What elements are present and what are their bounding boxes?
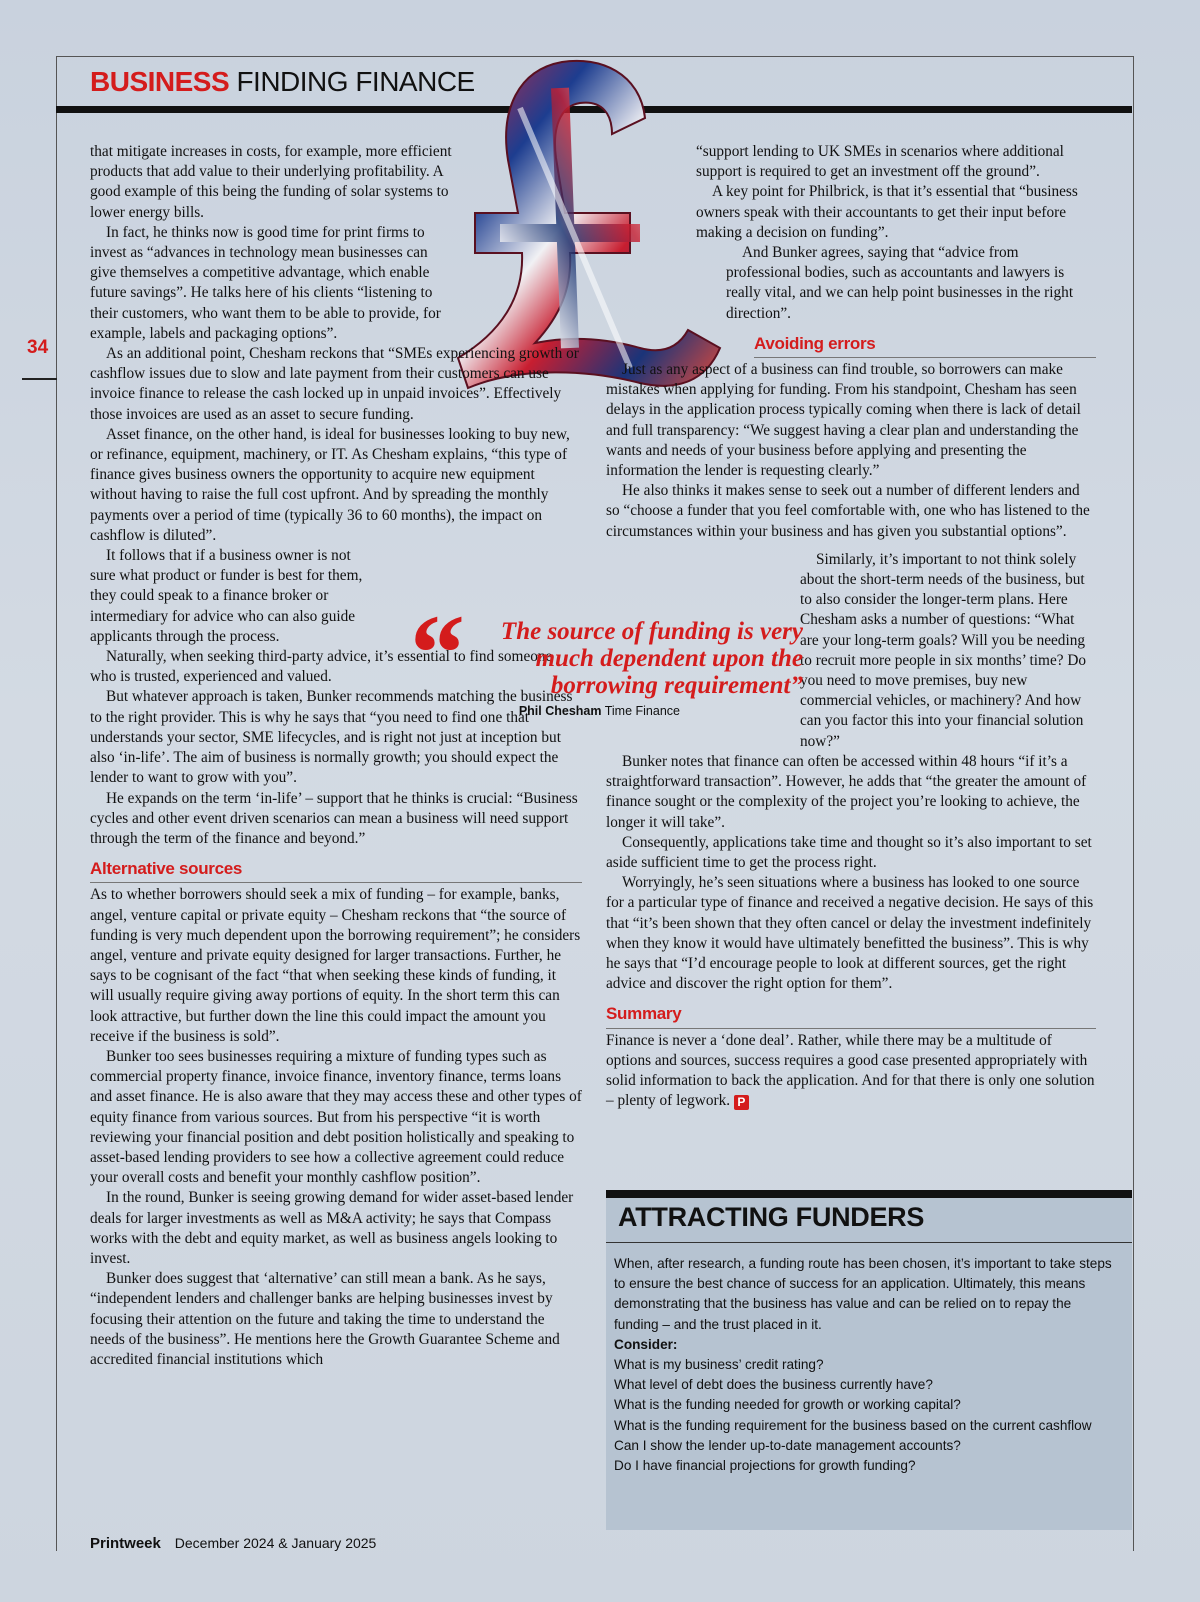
subheading-alternative-sources: Alternative sources bbox=[90, 859, 582, 883]
body-paragraph: Asset finance, on the other hand, is ideal for businesses looking to buy new, or refinance, equipment, machinery, or IT. As Chesham explains, “this type of finance gives business owners the opportunity to acquire new equipment without having to raise the full cost upfront. And by spreading the monthly payments over a period of time (typically 36 to 60 months), the impact on cashflow is diluted”. bbox=[90, 425, 570, 544]
summary-paragraph bbox=[606, 1031, 1096, 1112]
body-paragraph: It follows that if a business owner is not sure what product or funder is best for them, they could speak to a finance broker or intermediary for advice who can also guide applicants through the process. bbox=[90, 547, 363, 645]
consider-item: What level of debt does the business currently have? bbox=[614, 1377, 933, 1393]
page-tick bbox=[22, 378, 57, 380]
publication-name: Printweek bbox=[90, 1535, 161, 1552]
box-top-rule bbox=[606, 1190, 1132, 1198]
consider-item: What is the funding requirement for the business based on the current cashflow bbox=[614, 1417, 1092, 1433]
section-label: BUSINESS bbox=[90, 66, 230, 97]
consider-item: What is my business’ credit rating? bbox=[614, 1357, 824, 1373]
page-footer bbox=[90, 1535, 376, 1552]
body-paragraph: Just as any aspect of a business can find trouble, so borrowers can make mistakes when applying for funding. From his standpoint, Chesham has seen delays in the application process typically coming when there is lack of detail and full transparency: “We suggest having a clear plan and understanding the wants and needs of your business before applying and presenting the information the lender is requesting clearly.” bbox=[606, 361, 1081, 480]
body-paragraph: Worryingly, he’s seen situations where a business has looked to one source for a particular type of finance and received a negative decision. He says of this that “it’s been shown that they often cancel or delay the investment indefinitely when they know it would have ultimately benefitted the business”. This is why he says that “I’d encourage people to look at different sources, get the right advice and discover the right option for them”. bbox=[606, 874, 1094, 993]
body-paragraph: Bunker too sees businesses requiring a mixture of funding types such as commercial property finance, invoice finance, inventory finance, terms loans and asset finance. He is also aware that they may access these and other types of equity finance from various sources. But from his perspective “it is worth reviewing your financial position and debt position holistically and speaking to asset-based lending providers to see how a collective agreement could reduce your overall costs and benefit your monthly cashflow position”. bbox=[90, 1047, 582, 1187]
pull-quote-name: Phil Chesham bbox=[518, 704, 602, 718]
body-paragraph: As to whether borrowers should seek a mix of funding – for example, banks, angel, venture capital or private equity – Chesham reckons that “the source of funding is very much dependent upon the borrowing requirement”; he considers angel, venture and private equity designed for larger transactions. Further, he says to be cognisant of the fact “that when seeking these kinds of funding, it will usually require giving away portions of equity. In the short term this can look attractive, but further down the line this could impact the amount you receive if the business is sold”. bbox=[90, 886, 581, 1045]
body-paragraph: that mitigate increases in costs, for example, more efficient products that add value to their underlying profitability. A good example of this being the funding of solar systems to lower energy bills. bbox=[90, 143, 452, 221]
issue-date: December 2024 & January 2025 bbox=[174, 1535, 377, 1551]
quote-mark-icon: “ bbox=[410, 592, 465, 714]
body-paragraph: “support lending to UK SMEs in scenarios where additional support is required to get an investment off the ground”. bbox=[696, 143, 1064, 181]
attracting-funders-box bbox=[606, 1190, 1132, 1530]
body-paragraph: Consequently, applications take time and thought so it’s also important to set aside sufficient time to get the process right. bbox=[606, 833, 1092, 871]
body-paragraph: In the round, Bunker is seeing growing demand for wider asset-based lender deals for larger investments as well as M&A activity; he says that Compass works with the debt and equity market, as well as business angels looking to invest. bbox=[90, 1189, 574, 1267]
subheading-summary: Summary bbox=[606, 1004, 1096, 1028]
body-paragraph: But whatever approach is taken, Bunker recommends matching the business to the right provider. This is why he says that “you need to find one that understands your sector, SME lifecycles, and is right not just at inception but also ‘in-life’. The aim of business is normally growth; you should expect the lender to want to grow with you”. bbox=[90, 688, 573, 787]
pull-quote-text: The source of funding is very much dependent upon the borrowing requirement” bbox=[500, 618, 803, 699]
body-paragraph: Naturally, when seeking third-party advice, it’s essential to find someone who is trusted, experienced and valued. bbox=[90, 648, 553, 686]
body-paragraph: In fact, he thinks now is good time for print firms to invest as “advances in technology mean businesses can give themselves a competitive advantage, which enable future savings”. He talks here of his clients “listening to their customers, who want them to be able to provide, for example, labels and packaging options”. bbox=[90, 223, 441, 342]
consider-item: Can I show the lender up-to-date management accounts? bbox=[614, 1437, 961, 1453]
body-paragraph: And Bunker agrees, saying that “advice from professional bodies, such as accountants and lawyers is really vital, and we can help point businesses in the right direction”. bbox=[726, 244, 1074, 322]
pull-quote-attribution bbox=[410, 704, 680, 718]
subheading-avoiding-errors: Avoiding errors bbox=[754, 334, 1096, 358]
section-title: FINDING FINANCE bbox=[236, 66, 475, 97]
box-rule bbox=[606, 1242, 1132, 1243]
body-paragraph: He expands on the term ‘in-life’ – support that he thinks is crucial: “Business cycles and other event driven scenarios can mean a business will need support through the term of the finance and beyond.” bbox=[90, 789, 578, 847]
body-paragraph: Bunker does suggest that ‘alternative’ can still mean a bank. As he says, “independent lenders and challenger banks are helping businesses invest by focusing their attention on the future and taking the time to understand the needs of the business”. He mentions here the Growth Guarantee Scheme and accredited financial institutions which bbox=[90, 1270, 560, 1368]
pull-quote-company: Time Finance bbox=[604, 704, 680, 718]
consider-item: What is the funding needed for growth or working capital? bbox=[614, 1397, 961, 1413]
summary-text: Finance is never a ‘done deal’. Rather, while there may be a multitude of options and sources, success requires a good case presented appropriately with solid information to back the application. And for that there is only one solution – plenty of legwork. bbox=[606, 1031, 1095, 1110]
body-paragraph: A key point for Philbrick, is that it’s essential that “business owners speak with their accountants to get their input before making a decision on funding”. bbox=[696, 183, 1078, 241]
page-number: 34 bbox=[27, 337, 49, 358]
body-paragraph: Bunker notes that finance can often be accessed within 48 hours “if it’s a straightforward transaction”. However, he adds that “the greater the amount of finance sought or the complexity of the project you’re looking to achieve, the longer it will take”. bbox=[606, 752, 1087, 831]
box-body bbox=[614, 1254, 1119, 1476]
box-intro: When, after research, a funding route has been chosen, it’s important to take steps to ensure the best chance of success for an application. Ultimately, this means demonstrating that the business has value and can be relied on to repay the funding – and the trust placed in it. bbox=[614, 1256, 1112, 1332]
body-paragraph: Similarly, it’s important to not think solely about the short-term needs of the business, but to also consider the longer-term plans. Here Chesham asks a number of questions: “What are your long-term goals? Will you be needing to recruit more people in six months’ time? Do you need to move premises, buy new commercial vehicles, or machinery? And how can you factor this into your financial solution now?” bbox=[800, 550, 1087, 750]
printweek-end-mark-icon: P bbox=[734, 1095, 749, 1110]
body-paragraph: He also thinks it makes sense to seek out a number of different lenders and so “choose a funder that you feel comfortable with, one who has listened to the circumstances within your business and has given you substantial options”. bbox=[606, 482, 1090, 540]
consider-label: Consider: bbox=[614, 1336, 678, 1352]
box-title: ATTRACTING FUNDERS bbox=[618, 1202, 925, 1232]
section-header bbox=[90, 66, 475, 98]
consider-item: Do I have financial projections for growth funding? bbox=[614, 1458, 916, 1474]
body-paragraph: As an additional point, Chesham reckons that “SMEs experiencing growth or cashflow issues due to slow and late payment from their customers can use invoice finance to release the cash locked up in unpaid invoices”. Effectively those invoices are used as an asset to secure funding. bbox=[90, 345, 579, 423]
left-column bbox=[90, 142, 582, 1370]
